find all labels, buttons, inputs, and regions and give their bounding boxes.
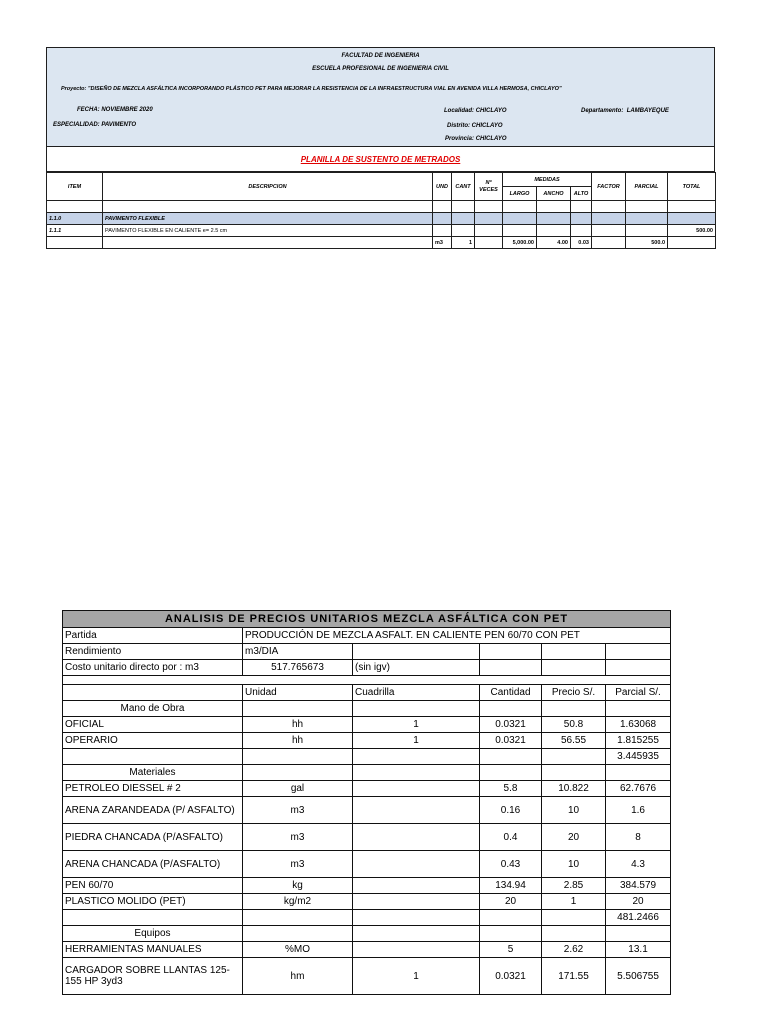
section-row-materiales [63, 765, 671, 781]
item-desc: OFICIAL [63, 717, 243, 733]
metrados-table [46, 172, 716, 249]
item-parcial: 4.3 [606, 851, 671, 878]
item-cantidad: 0.0321 [480, 717, 542, 733]
table-row [63, 878, 671, 894]
item-desc: ARENA CHANCADA (P/ASFALTO) [63, 851, 243, 878]
item-precio: 56.55 [542, 733, 606, 749]
partida-label: Partida [63, 628, 243, 644]
project-name: "DISEÑO DE MEZCLA ASFÁLTICA INCORPORANDO PLÁSTICO PET PARA MEJORAR LA RESISTENCIA DE LA INFRAESTRUCTURA VIAL EN AVENIDA VILLA HERMOSA, CHICLAYO" [87, 86, 562, 92]
table-row [63, 781, 671, 797]
apu-table [62, 610, 671, 995]
item-unidad: m3 [243, 851, 353, 878]
table-row [63, 797, 671, 824]
item-cantidad: 0.0321 [480, 958, 542, 995]
item-unidad: hh [243, 717, 353, 733]
costo-note: (sin igv) [353, 660, 480, 676]
subtotal-value: 481.2466 [606, 910, 671, 926]
departamento-value: LAMBAYEQUE [626, 108, 669, 114]
provincia-value: CHICLAYO [475, 136, 507, 142]
rendimiento-label: Rendimiento [63, 644, 243, 660]
planilla-title-row [46, 147, 715, 172]
item-parcial: 1.6 [606, 797, 671, 824]
item-cantidad: 0.43 [480, 851, 542, 878]
row-parcial: 500.0 [626, 237, 668, 249]
table-row [63, 894, 671, 910]
col-cuadrilla: Cuadrilla [353, 685, 480, 701]
table-row [63, 733, 671, 749]
table-row [63, 851, 671, 878]
localidad-value: CHICLAYO [475, 108, 507, 114]
rendimiento-row [63, 644, 671, 660]
item-unidad: hm [243, 958, 353, 995]
especialidad-value: PAVIMENTO [101, 122, 137, 128]
item-unidad: m3 [243, 797, 353, 824]
table-row [63, 717, 671, 733]
item-cantidad: 0.4 [480, 824, 542, 851]
col-descripcion: DESCRIPCION [103, 173, 433, 201]
section-row-equipos [63, 926, 671, 942]
row-alto: 0.03 [571, 237, 592, 249]
item-cuadrilla: 1 [353, 733, 480, 749]
col-cantidad: Cantidad [480, 685, 542, 701]
project-line [61, 86, 562, 92]
project-label: Proyecto: [61, 86, 87, 92]
faculty-title: FACULTAD DE INGENIERIA [341, 53, 420, 59]
item-desc: PEN 60/70 [63, 878, 243, 894]
item-desc: PETROLEO DIESSEL # 2 [63, 781, 243, 797]
col-item: ITEM [47, 173, 103, 201]
fecha-label: FECHA: [77, 107, 100, 113]
provincia-line [445, 136, 507, 142]
item-desc: PLASTICO MOLIDO (PET) [63, 894, 243, 910]
provincia-label: Provincia: [445, 136, 475, 142]
item-desc: HERRAMIENTAS MANUALES [63, 942, 243, 958]
item-parcial: 384.579 [606, 878, 671, 894]
item-precio: 10 [542, 797, 606, 824]
subtotal-value: 3.445935 [606, 749, 671, 765]
col-und: UND [433, 173, 452, 201]
item-unidad: kg [243, 878, 353, 894]
item-unidad: gal [243, 781, 353, 797]
apu-header-row [63, 685, 671, 701]
rendimiento-value: m3/DIA [243, 644, 353, 660]
col-medidas: MEDIDAS [503, 173, 592, 187]
table-row [47, 237, 716, 249]
subtotal-row [63, 910, 671, 926]
planilla-title: PLANILLA DE SUSTENTO DE METRADOS [300, 155, 461, 164]
row-ancho: 4.00 [537, 237, 571, 249]
item-precio: 2.62 [542, 942, 606, 958]
departamento-line [581, 108, 669, 114]
row-total: 500.00 [668, 225, 716, 237]
item-parcial: 62.7676 [606, 781, 671, 797]
col-largo: LARGO [503, 187, 537, 201]
item-cantidad: 134.94 [480, 878, 542, 894]
item-parcial: 5.506755 [606, 958, 671, 995]
distrito-label: Distrito: [447, 123, 470, 129]
metrados-header [46, 47, 715, 147]
metrados-sheet [46, 47, 715, 249]
section-label: Equipos [63, 926, 243, 942]
item-desc: PIEDRA CHANCADA (P/ASFALTO) [63, 824, 243, 851]
item-parcial: 8 [606, 824, 671, 851]
table-row [47, 213, 716, 225]
item-cantidad: 20 [480, 894, 542, 910]
item-cuadrilla: 1 [353, 717, 480, 733]
section-label: Mano de Obra [63, 701, 243, 717]
table-row [63, 942, 671, 958]
especialidad-line [53, 122, 136, 128]
costo-row [63, 660, 671, 676]
costo-value: 517.765673 [243, 660, 353, 676]
metrados-header-row [47, 173, 716, 187]
item-precio: 10.822 [542, 781, 606, 797]
item-precio: 2.85 [542, 878, 606, 894]
item-cantidad: 5 [480, 942, 542, 958]
costo-label: Costo unitario directo por : m3 [63, 660, 243, 676]
localidad-label: Localidad: [444, 108, 475, 114]
item-cuadrilla: 1 [353, 958, 480, 995]
row-descripcion: PAVIMENTO FLEXIBLE EN CALIENTE e= 2.5 cm [103, 225, 433, 237]
item-cantidad: 0.0321 [480, 733, 542, 749]
empty-row [47, 201, 716, 213]
item-desc: CARGADOR SOBRE LLANTAS 125-155 HP 3yd3 [63, 958, 243, 995]
row-cant: 1 [452, 237, 475, 249]
table-row [63, 824, 671, 851]
item-cantidad: 0.16 [480, 797, 542, 824]
distrito-line [447, 123, 503, 129]
col-alto: ALTO [571, 187, 592, 201]
col-parcial: Parcial S/. [606, 685, 671, 701]
item-precio: 10 [542, 851, 606, 878]
item-precio: 20 [542, 824, 606, 851]
item-parcial: 1.63068 [606, 717, 671, 733]
item-unidad: kg/m2 [243, 894, 353, 910]
col-ancho: ANCHO [537, 187, 571, 201]
apu-sheet [62, 610, 670, 995]
spacer-row [63, 676, 671, 685]
item-precio: 50.8 [542, 717, 606, 733]
col-unidad: Unidad [243, 685, 353, 701]
distrito-value: CHICLAYO [471, 123, 503, 129]
school-title: ESCUELA PROFESIONAL DE INGENIERIA CIVIL [312, 66, 449, 72]
localidad-line [444, 108, 507, 114]
col-cant: CANT [452, 173, 475, 201]
table-row [63, 958, 671, 995]
fecha-line [77, 107, 153, 113]
departamento-label: Departamento: [581, 108, 624, 114]
partida-row [63, 628, 671, 644]
col-precio: Precio S/. [542, 685, 606, 701]
item-unidad: hh [243, 733, 353, 749]
item-cantidad: 5.8 [480, 781, 542, 797]
item-parcial: 20 [606, 894, 671, 910]
section-row-mano-obra [63, 701, 671, 717]
item-desc: ARENA ZARANDEADA (P/ ASFALTO) [63, 797, 243, 824]
item-precio: 171.55 [542, 958, 606, 995]
item-unidad: m3 [243, 824, 353, 851]
section-label: Materiales [63, 765, 243, 781]
row-largo: 5,000.00 [503, 237, 537, 249]
col-veces: Nº VECES [475, 173, 503, 201]
row-item: 1.1.0 [47, 213, 103, 225]
item-unidad: %MO [243, 942, 353, 958]
item-desc: OPERARIO [63, 733, 243, 749]
item-precio: 1 [542, 894, 606, 910]
partida-value: PRODUCCIÓN DE MEZCLA ASFALT. EN CALIENTE PEN 60/70 CON PET [243, 628, 671, 644]
row-item: 1.1.1 [47, 225, 103, 237]
col-factor: FACTOR [592, 173, 626, 201]
col-parcial: PARCIAL [626, 173, 668, 201]
apu-title: ANALISIS DE PRECIOS UNITARIOS MEZCLA ASFÁLTICA CON PET [63, 611, 671, 628]
row-descripcion: PAVIMENTO FLEXIBLE [103, 213, 433, 225]
col-total: TOTAL [668, 173, 716, 201]
subtotal-row [63, 749, 671, 765]
item-parcial: 13.1 [606, 942, 671, 958]
fecha-value: NOVIEMBRE 2020 [101, 107, 153, 113]
table-row [47, 225, 716, 237]
apu-title-row [63, 611, 671, 628]
row-und: m3 [433, 237, 452, 249]
especialidad-label: ESPECIALIDAD: [53, 122, 100, 128]
item-parcial: 1.815255 [606, 733, 671, 749]
